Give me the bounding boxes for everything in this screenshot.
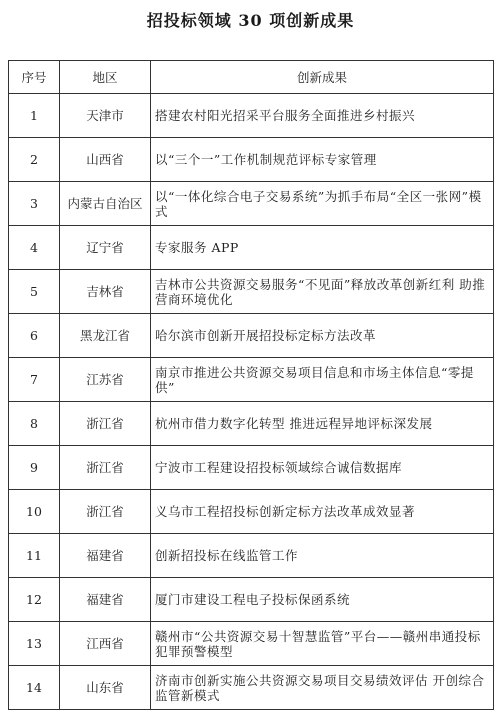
table-header-row (9, 61, 494, 94)
row-region: 福建省 (60, 578, 151, 622)
row-achievement: 赣州市“公共资源交易十智慧监管”平台——赣州串通投标犯罪预警模型 (151, 622, 494, 666)
row-region: 浙江省 (60, 446, 151, 490)
row-num: 7 (9, 358, 60, 402)
row-num: 14 (9, 666, 60, 710)
row-region: 浙江省 (60, 402, 151, 446)
table-row (9, 578, 494, 622)
row-region: 山西省 (60, 138, 151, 182)
table-body (9, 94, 494, 710)
row-region: 江西省 (60, 622, 151, 666)
row-achievement: 专家服务 APP (151, 226, 494, 270)
row-region: 江苏省 (60, 358, 151, 402)
table-row (9, 226, 494, 270)
table-row (9, 490, 494, 534)
row-achievement: 哈尔滨市创新开展招投标定标方法改革 (151, 314, 494, 358)
table-row (9, 666, 494, 710)
table-row (9, 94, 494, 138)
row-achievement: 以“一体化综合电子交易系统”为抓手布局“全区一张网”模式 (151, 182, 494, 226)
row-achievement: 创新招投标在线监管工作 (151, 534, 494, 578)
row-region: 吉林省 (60, 270, 151, 314)
table-row (9, 402, 494, 446)
row-region: 黑龙江省 (60, 314, 151, 358)
table-row (9, 534, 494, 578)
table-row (9, 358, 494, 402)
table-row (9, 314, 494, 358)
row-num: 11 (9, 534, 60, 578)
row-region: 山东省 (60, 666, 151, 710)
row-achievement: 济南市创新实施公共资源交易项目交易绩效评估 开创综合监管新模式 (151, 666, 494, 710)
row-num: 12 (9, 578, 60, 622)
row-num: 9 (9, 446, 60, 490)
row-region: 内蒙古自治区 (60, 182, 151, 226)
table-row (9, 182, 494, 226)
row-num: 13 (9, 622, 60, 666)
table-row (9, 622, 494, 666)
row-num: 6 (9, 314, 60, 358)
row-num: 3 (9, 182, 60, 226)
row-num: 5 (9, 270, 60, 314)
row-region: 浙江省 (60, 490, 151, 534)
row-region: 天津市 (60, 94, 151, 138)
results-table (8, 60, 494, 710)
row-achievement: 以“三个一”工作机制规范评标专家管理 (151, 138, 494, 182)
header-region: 地区 (60, 61, 151, 94)
table-row (9, 138, 494, 182)
row-region: 辽宁省 (60, 226, 151, 270)
row-num: 10 (9, 490, 60, 534)
row-num: 2 (9, 138, 60, 182)
row-achievement: 吉林市公共资源交易服务“不见面”释放改革创新红利 助推营商环境优化 (151, 270, 494, 314)
row-achievement: 义乌市工程招投标创新定标方法改革成效显著 (151, 490, 494, 534)
row-num: 8 (9, 402, 60, 446)
header-num: 序号 (9, 61, 60, 94)
row-num: 1 (9, 94, 60, 138)
row-achievement: 南京市推进公共资源交易项目信息和市场主体信息“零提供” (151, 358, 494, 402)
row-achievement: 搭建农村阳光招采平台服务全面推进乡村振兴 (151, 94, 494, 138)
table-row (9, 270, 494, 314)
row-achievement: 杭州市借力数字化转型 推进远程异地评标深发展 (151, 402, 494, 446)
row-num: 4 (9, 226, 60, 270)
row-region: 福建省 (60, 534, 151, 578)
table-row (9, 446, 494, 490)
header-achievement: 创新成果 (151, 61, 494, 94)
row-achievement: 厦门市建设工程电子投标保函系统 (151, 578, 494, 622)
row-achievement: 宁波市工程建设招投标领域综合诚信数据库 (151, 446, 494, 490)
page-title: 招投标领域 30 项创新成果 (146, 11, 355, 30)
